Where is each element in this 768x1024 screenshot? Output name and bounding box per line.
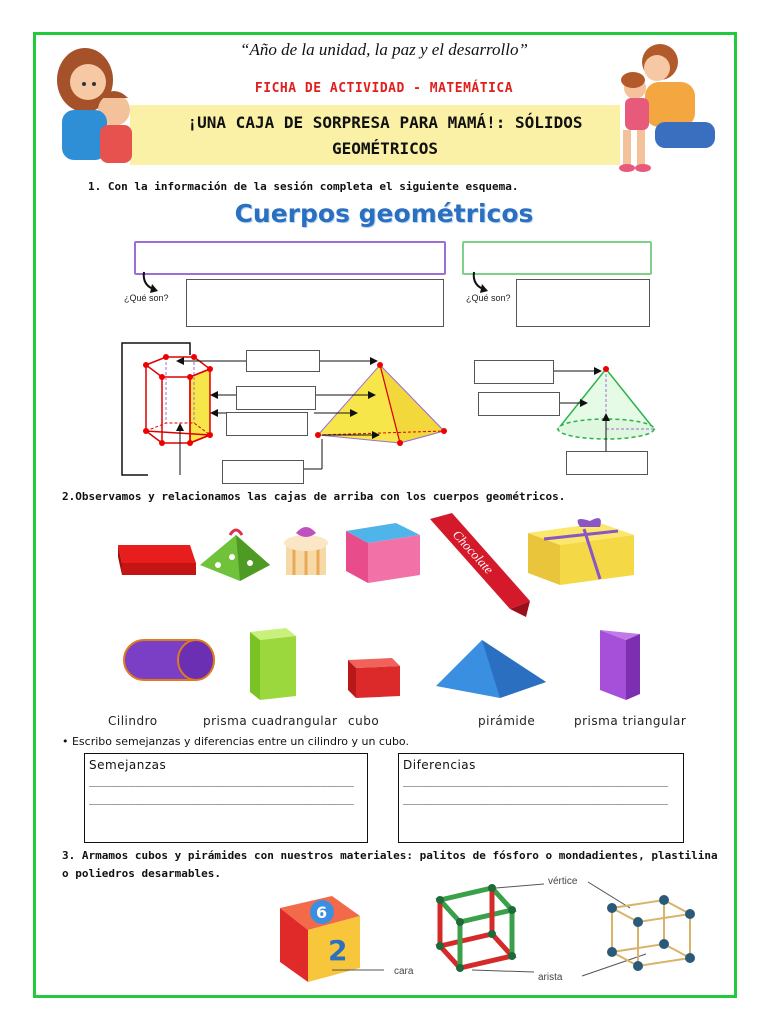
mother-child-illustration-left: [50, 40, 140, 165]
edge-label: arista: [538, 972, 563, 983]
label-piramide: pirámide: [478, 714, 536, 728]
similarities-line-1[interactable]: ________________________________________: [89, 774, 354, 787]
section-heading: Cuerpos geométricos: [234, 199, 534, 228]
chocolate-box: [430, 513, 530, 617]
rectangular-gift-box: [528, 518, 634, 585]
vertex-label: vértice: [548, 876, 578, 887]
pyramid-gift: [200, 530, 270, 581]
instruction-3-line-2: o poliedros desarmables.: [62, 867, 221, 880]
diagram-field-2[interactable]: [236, 386, 316, 410]
toothpick-cube-model: [612, 900, 690, 966]
instruction-2: 2.Observamos y relacionamos las cajas de arriba con los cuerpos geométricos.: [62, 490, 566, 503]
instruction-1: 1. Con la información de la sesión completa el siguiente esquema.: [88, 180, 519, 193]
dice-digit-2: 2: [328, 934, 348, 967]
cone-field-1[interactable]: [474, 360, 554, 384]
solids-row: [100, 620, 680, 710]
label-cilindro: Cilindro: [108, 714, 158, 728]
gift-boxes-row: [100, 505, 680, 620]
similarities-box[interactable]: [84, 753, 368, 843]
flat-red-box: [118, 545, 196, 575]
worksheet-type: FICHA DE ACTIVIDAD - MATEMÁTICA: [254, 81, 514, 96]
triangular-prism-solid: [600, 630, 640, 700]
label-prisma-triangular: prisma triangular: [574, 714, 687, 728]
worksheet-title: [130, 110, 640, 162]
cylinder-solid: [124, 640, 214, 680]
quadrangular-prism-solid: [250, 628, 296, 700]
chocolate-label: Chocolate: [449, 526, 497, 577]
pyramid-solid: [436, 640, 546, 698]
stick-cube-model: [440, 888, 512, 968]
que-son-label-left: ¿Qué son?: [124, 293, 169, 303]
diagram-field-4[interactable]: [222, 460, 304, 484]
differences-box[interactable]: [398, 753, 684, 843]
cone-field-3[interactable]: [566, 451, 648, 475]
label-prisma-cuadrangular: prisma cuadrangular: [203, 714, 338, 728]
label-cubo: cubo: [348, 714, 380, 728]
differences-line-1[interactable]: ________________________________________: [403, 774, 668, 787]
dice-digit-1: 6: [316, 903, 328, 922]
similarities-label: Semejanzas: [89, 758, 167, 772]
differences-line-2[interactable]: ________________________________________: [403, 792, 668, 805]
differences-label: Diferencias: [403, 758, 476, 772]
que-son-label-right: ¿Qué son?: [466, 293, 511, 303]
round-gift-box: [284, 527, 328, 575]
cube-gift-box: [346, 523, 420, 583]
round-bodies-definition-field[interactable]: [516, 279, 650, 327]
diagram-field-3[interactable]: [226, 412, 308, 436]
cone-field-2[interactable]: [478, 392, 560, 416]
mother-child-illustration-right: [615, 40, 735, 180]
dice-model: [280, 896, 360, 982]
bullet-instruction: • Escribo semejanzas y diferencias entre un cilindro y un cubo.: [62, 735, 409, 748]
instruction-3-line-1: 3. Armamos cubos y pirámides con nuestros materiales: palitos de fósforo o mondadientes, plastilina: [62, 849, 718, 862]
polyhedra-definition-field[interactable]: [186, 279, 444, 327]
motto: “Año de la unidad, la paz y el desarrollo”: [240, 40, 528, 59]
title-line-2: GEOMÉTRICOS: [332, 139, 438, 158]
title-line-1: ¡UNA CAJA DE SORPRESA PARA MAMÁ!: SÓLIDOS: [187, 113, 583, 132]
diagram-field-1[interactable]: [246, 350, 320, 372]
polyhedra-name-field[interactable]: [134, 241, 446, 275]
cube-solid: [348, 658, 400, 698]
construction-models: [272, 874, 732, 986]
face-label: cara: [394, 966, 414, 977]
similarities-line-2[interactable]: ________________________________________: [89, 792, 354, 805]
